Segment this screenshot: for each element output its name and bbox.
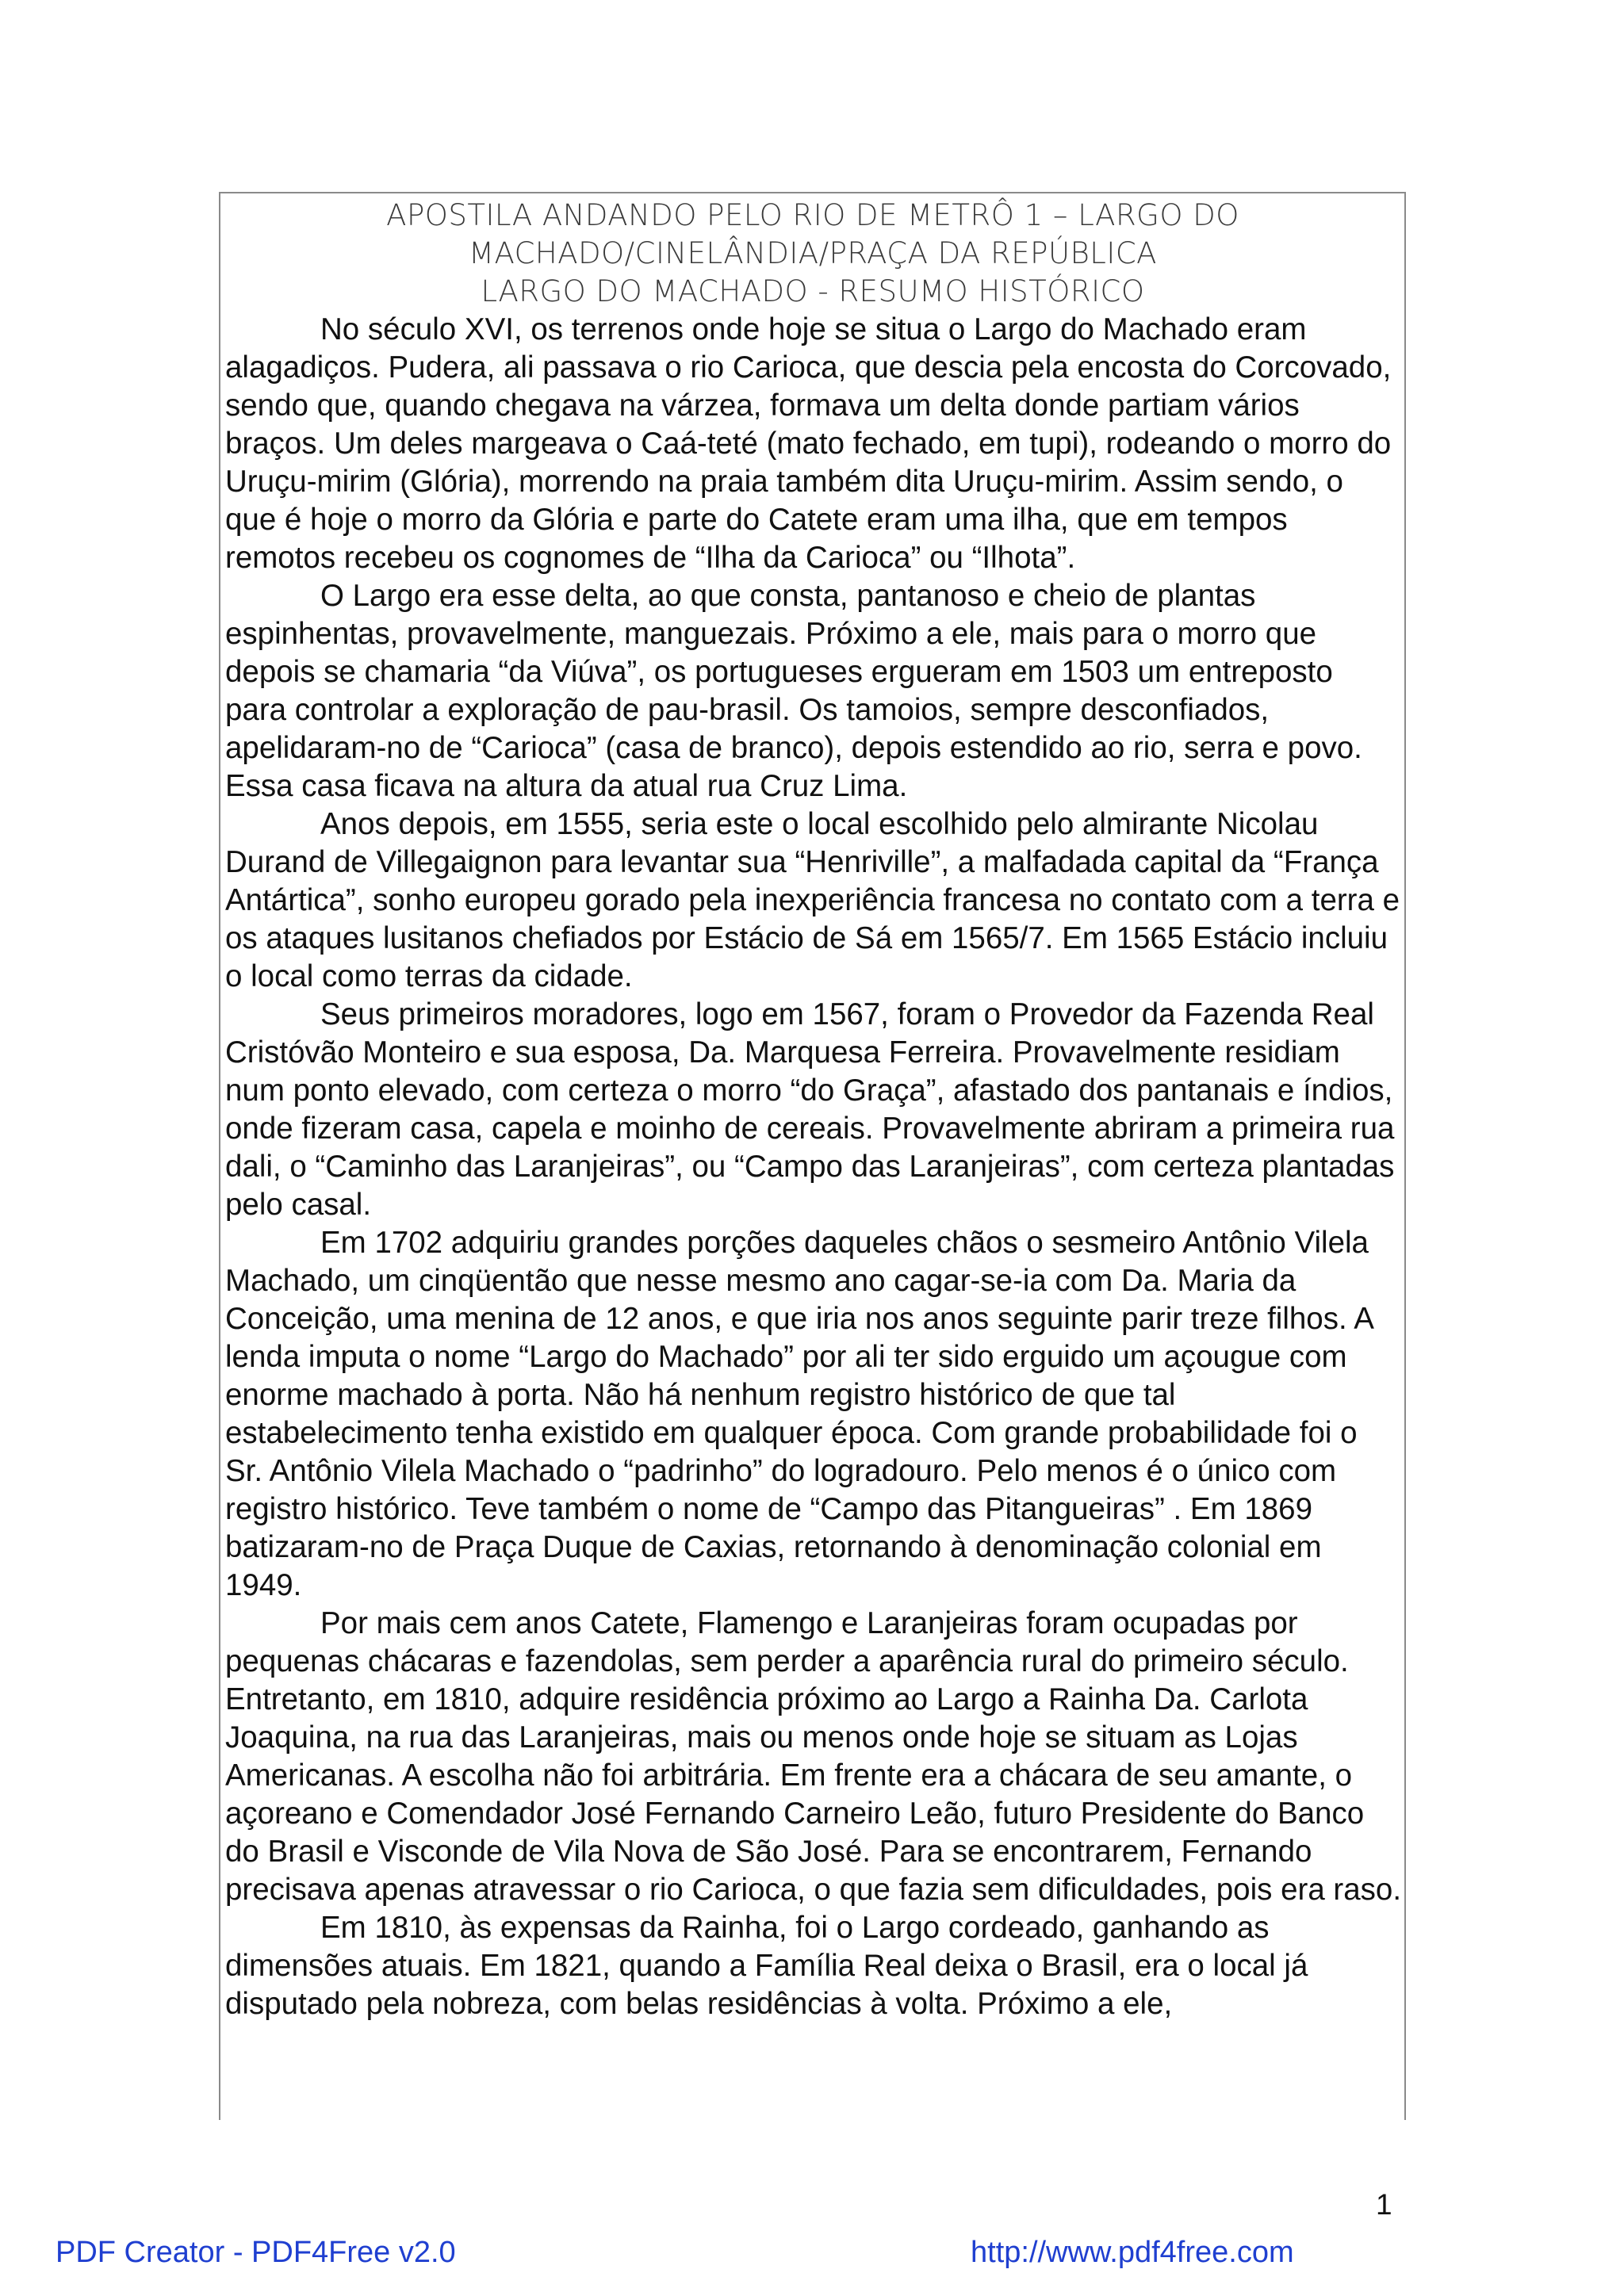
document-title [220,197,1405,311]
paragraph: Seus primeiros moradores, logo em 1567, foram o Provedor da Fazenda Real Cristóvão Monteiro e sua esposa, Da. Marquesa Ferreira. Provavelmente residiam num ponto elevado, com certeza o morro “do Graça”, afastado dos pantanais e índios, onde fizeram casa, capela e moinho de cereais. Provavelmente abriram a primeira rua dali, o “Caminho das Laranjeiras”, ou “Campo das Laranjeiras”, com certeza plantadas pelo casal. [225,997,1395,1222]
paragraph: O Largo era esse delta, ao que consta, pantanoso e cheio de plantas espinhentas, provavelmente, manguezais. Próximo a ele, mais para o morro que depois se chamaria “da Viúva”, os portugueses ergueram em 1503 um entreposto para controlar a exploração de pau-brasil. Os tamoios, sempre desconfiados, apelidaram-no de “Carioca” (casa de branco), depois estendido ao rio, serra e povo. Essa casa ficava na altura da atual rua Cruz Lima. [225,579,1362,803]
page-number: 1 [1376,2188,1392,2221]
footer-creator-text: PDF Creator - PDF4Free v2.0 [56,2236,456,2269]
document-body [225,311,1402,2023]
paragraph: Em 1702 adquiriu grandes porções daqueles chãos o sesmeiro Antônio Vilela Machado, um cinqüentão que nesse mesmo ano cagar-se-ia com Da. Maria da Conceição, uma menina de 12 anos, e que iria nos anos seguinte parir treze filhos. A lenda imputa o nome “Largo do Machado” por ali ter sido erguido um açougue com enorme machado à porta. Não há nenhum registro histórico de que tal estabelecimento tenha existido em qualquer época. Com grande probabilidade foi o Sr. Antônio Vilela Machado o “padrinho” do logradouro. Pelo menos é o único com registro histórico. Teve também o nome de “Campo das Pitangueiras” . Em 1869 batizaram-no de Praça Duque de Caxias, retornando à denominação colonial em 1949. [225,1226,1373,1602]
paragraph: No século XVI, os terrenos onde hoje se situa o Largo do Machado eram alagadiços. Pudera, ali passava o rio Carioca, que descia pela encosta do Corcovado, sendo que, quando chegava na várzea, formava um delta donde partiam vários braços. Um deles margeava o Caá-teté (mato fechado, em tupi), rodeando o morro do Uruçu-mirim (Glória), morrendo na praia também dita Uruçu-mirim. Assim sendo, o que é hoje o morro da Glória e parte do Catete eram uma ilha, que em tempos remotos recebeu os cognomes de “Ilha da Carioca” ou “Ilhota”. [225,312,1392,575]
title-line: MACHADO/CINELÂNDIA/PRAÇA DA REPÚBLICA [469,236,1157,270]
title-line: LARGO DO MACHADO - RESUMO HISTÓRICO [481,274,1145,308]
paragraph: Anos depois, em 1555, seria este o local escolhido pelo almirante Nicolau Durand de Villegaignon para levantar sua “Henriville”, a malfadada capital da “França Antártica”, sonho europeu gorado pela inexperiência francesa no contato com a terra e os ataques lusitanos chefiados por Estácio de Sá em 1565/7. Em 1565 Estácio incluiu o local como terras da cidade. [225,807,1400,993]
footer-url-link[interactable]: http://www.pdf4free.com [971,2236,1294,2269]
paragraph: Por mais cem anos Catete, Flamengo e Laranjeiras foram ocupadas por pequenas chácaras e fazendolas, sem perder a aparência rural do primeiro século. Entretanto, em 1810, adquire residência próximo ao Largo a Rainha Da. Carlota Joaquina, na rua das Laranjeiras, mais ou menos onde hoje se situam as Lojas Americanas. A escolha não foi arbitrária. Em frente era a chácara de seu amante, o açoreano e Comendador José Fernando Carneiro Leão, futuro Presidente do Banco do Brasil e Visconde de Vila Nova de São José. Para se encontrarem, Fernando precisava apenas atravessar o rio Carioca, o que fazia sem dificuldades, pois era raso. [225,1606,1402,1907]
paragraph: Em 1810, às expensas da Rainha, foi o Largo cordeado, ganhando as dimensões atuais. Em 1821, quando a Família Real deixa o Brasil, era o local já disputado pela nobreza, com belas residências à volta. Próximo a ele, [225,1911,1308,2021]
title-line: APOSTILA ANDANDO PELO RIO DE METRÔ 1 – LARGO DO [386,198,1239,232]
